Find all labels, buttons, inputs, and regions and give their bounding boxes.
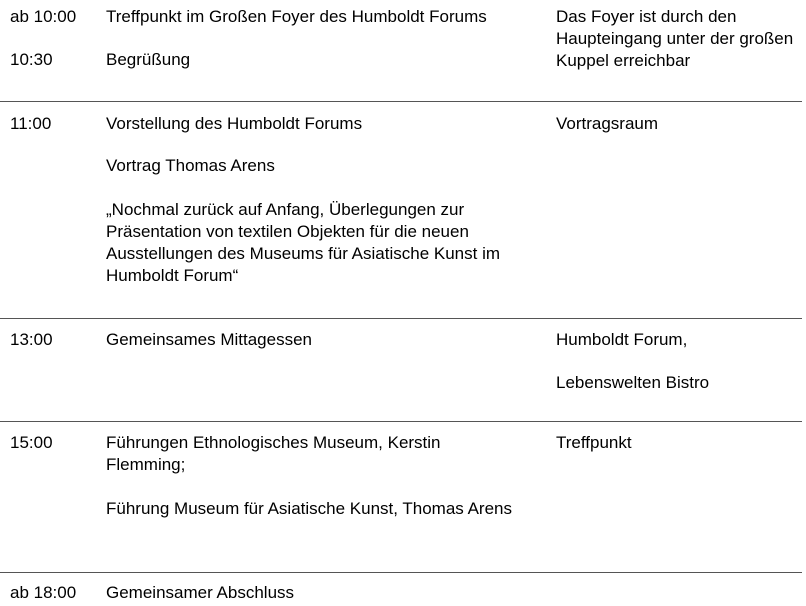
agenda-item: Begrüßung [106, 50, 191, 69]
time-cell: 15:00 [10, 433, 53, 452]
time-cell: 11:00 [10, 114, 52, 133]
time-cell: ab 18:00 [10, 583, 77, 602]
location-cell: Vortragsraum [556, 114, 659, 133]
agenda-item: Führungen Ethnologisches Museum, Kerstin Flemming; [106, 433, 441, 474]
time-cell: 10:30 [10, 50, 53, 69]
time-cell: 13:00 [10, 330, 53, 349]
location-cell: Treffpunkt [556, 433, 632, 452]
divider [0, 101, 802, 102]
location-cell: Lebenswelten Bistro [556, 373, 710, 392]
agenda-item-talk-title: „Nochmal zurück auf Anfang, Überlegungen zur Präsentation von textilen Objekten für die neuen Ausstellungen des Museums für Asiatische Kunst im Humboldt Forum“ [106, 200, 501, 285]
divider [0, 572, 802, 573]
agenda-item: Vorstellung des Humboldt Forums [106, 114, 363, 133]
time-cell: ab 10:00 [10, 7, 77, 26]
divider [0, 421, 802, 422]
agenda-item-talk: Vortrag Thomas Arens [106, 156, 275, 175]
location-note: Das Foyer ist durch den Haupteingang unter der großen Kuppel erreichbar [556, 7, 794, 70]
agenda-item-tour: Führung Museum für Asiatische Kunst, Thomas Arens [106, 499, 512, 518]
agenda-item: Gemeinsamer Abschluss [106, 583, 295, 602]
agenda-item: Gemeinsames Mittagessen [106, 330, 312, 349]
divider [0, 318, 802, 319]
agenda-item: Treffpunkt im Großen Foyer des Humboldt Forums [106, 7, 487, 26]
location-cell: Humboldt Forum, [556, 330, 688, 349]
